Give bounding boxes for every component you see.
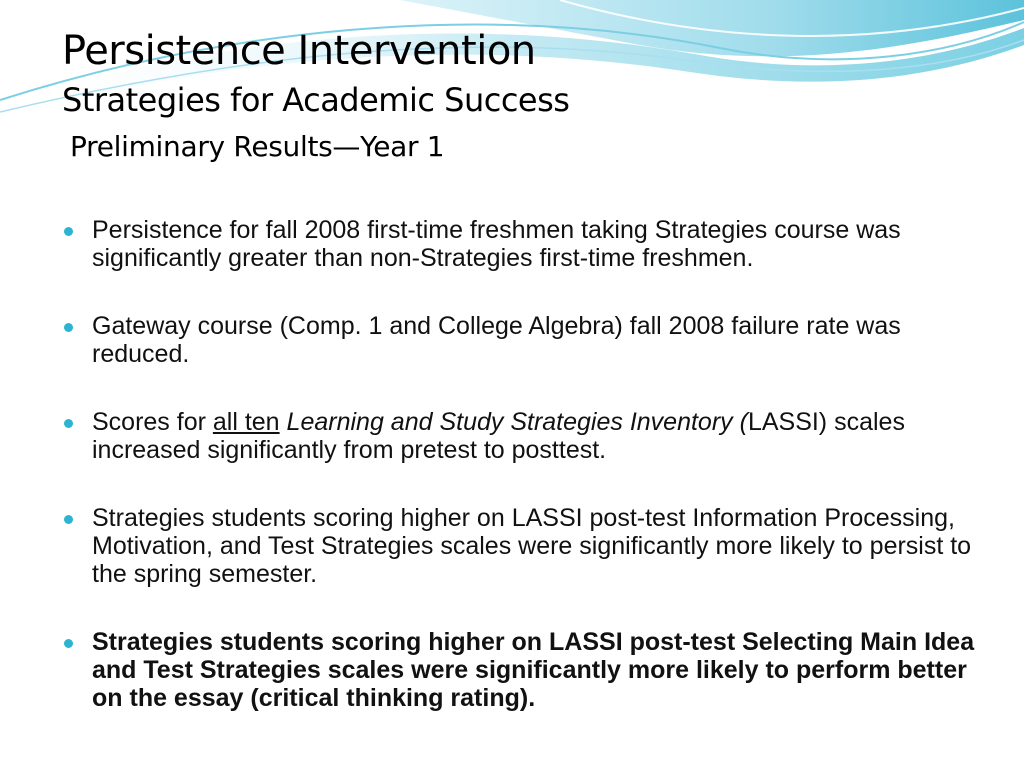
bullet-text: Strategies students scoring higher on LASSI post-test Information Processing, Motivation, and Test Strategies scales were significantly more likely to persist to the spring semester. [92,504,972,588]
bullet-item [62,216,982,272]
slide-subtitle-secondary: Preliminary Results—Year 1 [70,130,445,163]
bullet-dot-icon [64,515,73,524]
bullet-list [62,216,982,712]
bullet-text-pre: Scores for [92,408,213,436]
bullet-text-underlined: all ten [212,408,280,436]
bullet-item [62,408,982,464]
bullet-text-italic: Learning and Study Strategies Inventory ( [286,408,748,436]
bullet-dot-icon [64,227,73,236]
bullet-text-post: LASSI) scales increased significantly from pretest to posttest. [92,408,905,464]
bullet-text: Persistence for fall 2008 first-time freshmen taking Strategies course was significantly greater than non-Strategies first-time freshmen. [92,216,901,272]
bullet-dot-icon [64,419,73,428]
bullet-dot-icon [64,639,73,648]
slide-title: Persistence Intervention [62,28,536,74]
bullet-text: Strategies students scoring higher on LASSI post-test Selecting Main Idea and Test Strategies scales were significantly more likely to perform better on the essay (critical thinking rating). [92,628,975,712]
bullet-item [62,312,982,368]
bullet-text: Gateway course (Comp. 1 and College Algebra) fall 2008 failure rate was reduced. [92,312,901,368]
slide-subtitle: Strategies for Academic Success [62,81,570,119]
bullet-item-bold [62,628,982,712]
bullet-dot-icon [64,323,73,332]
bullet-item [62,504,982,588]
bullet-text-mid [280,408,287,436]
title-block [62,26,962,166]
